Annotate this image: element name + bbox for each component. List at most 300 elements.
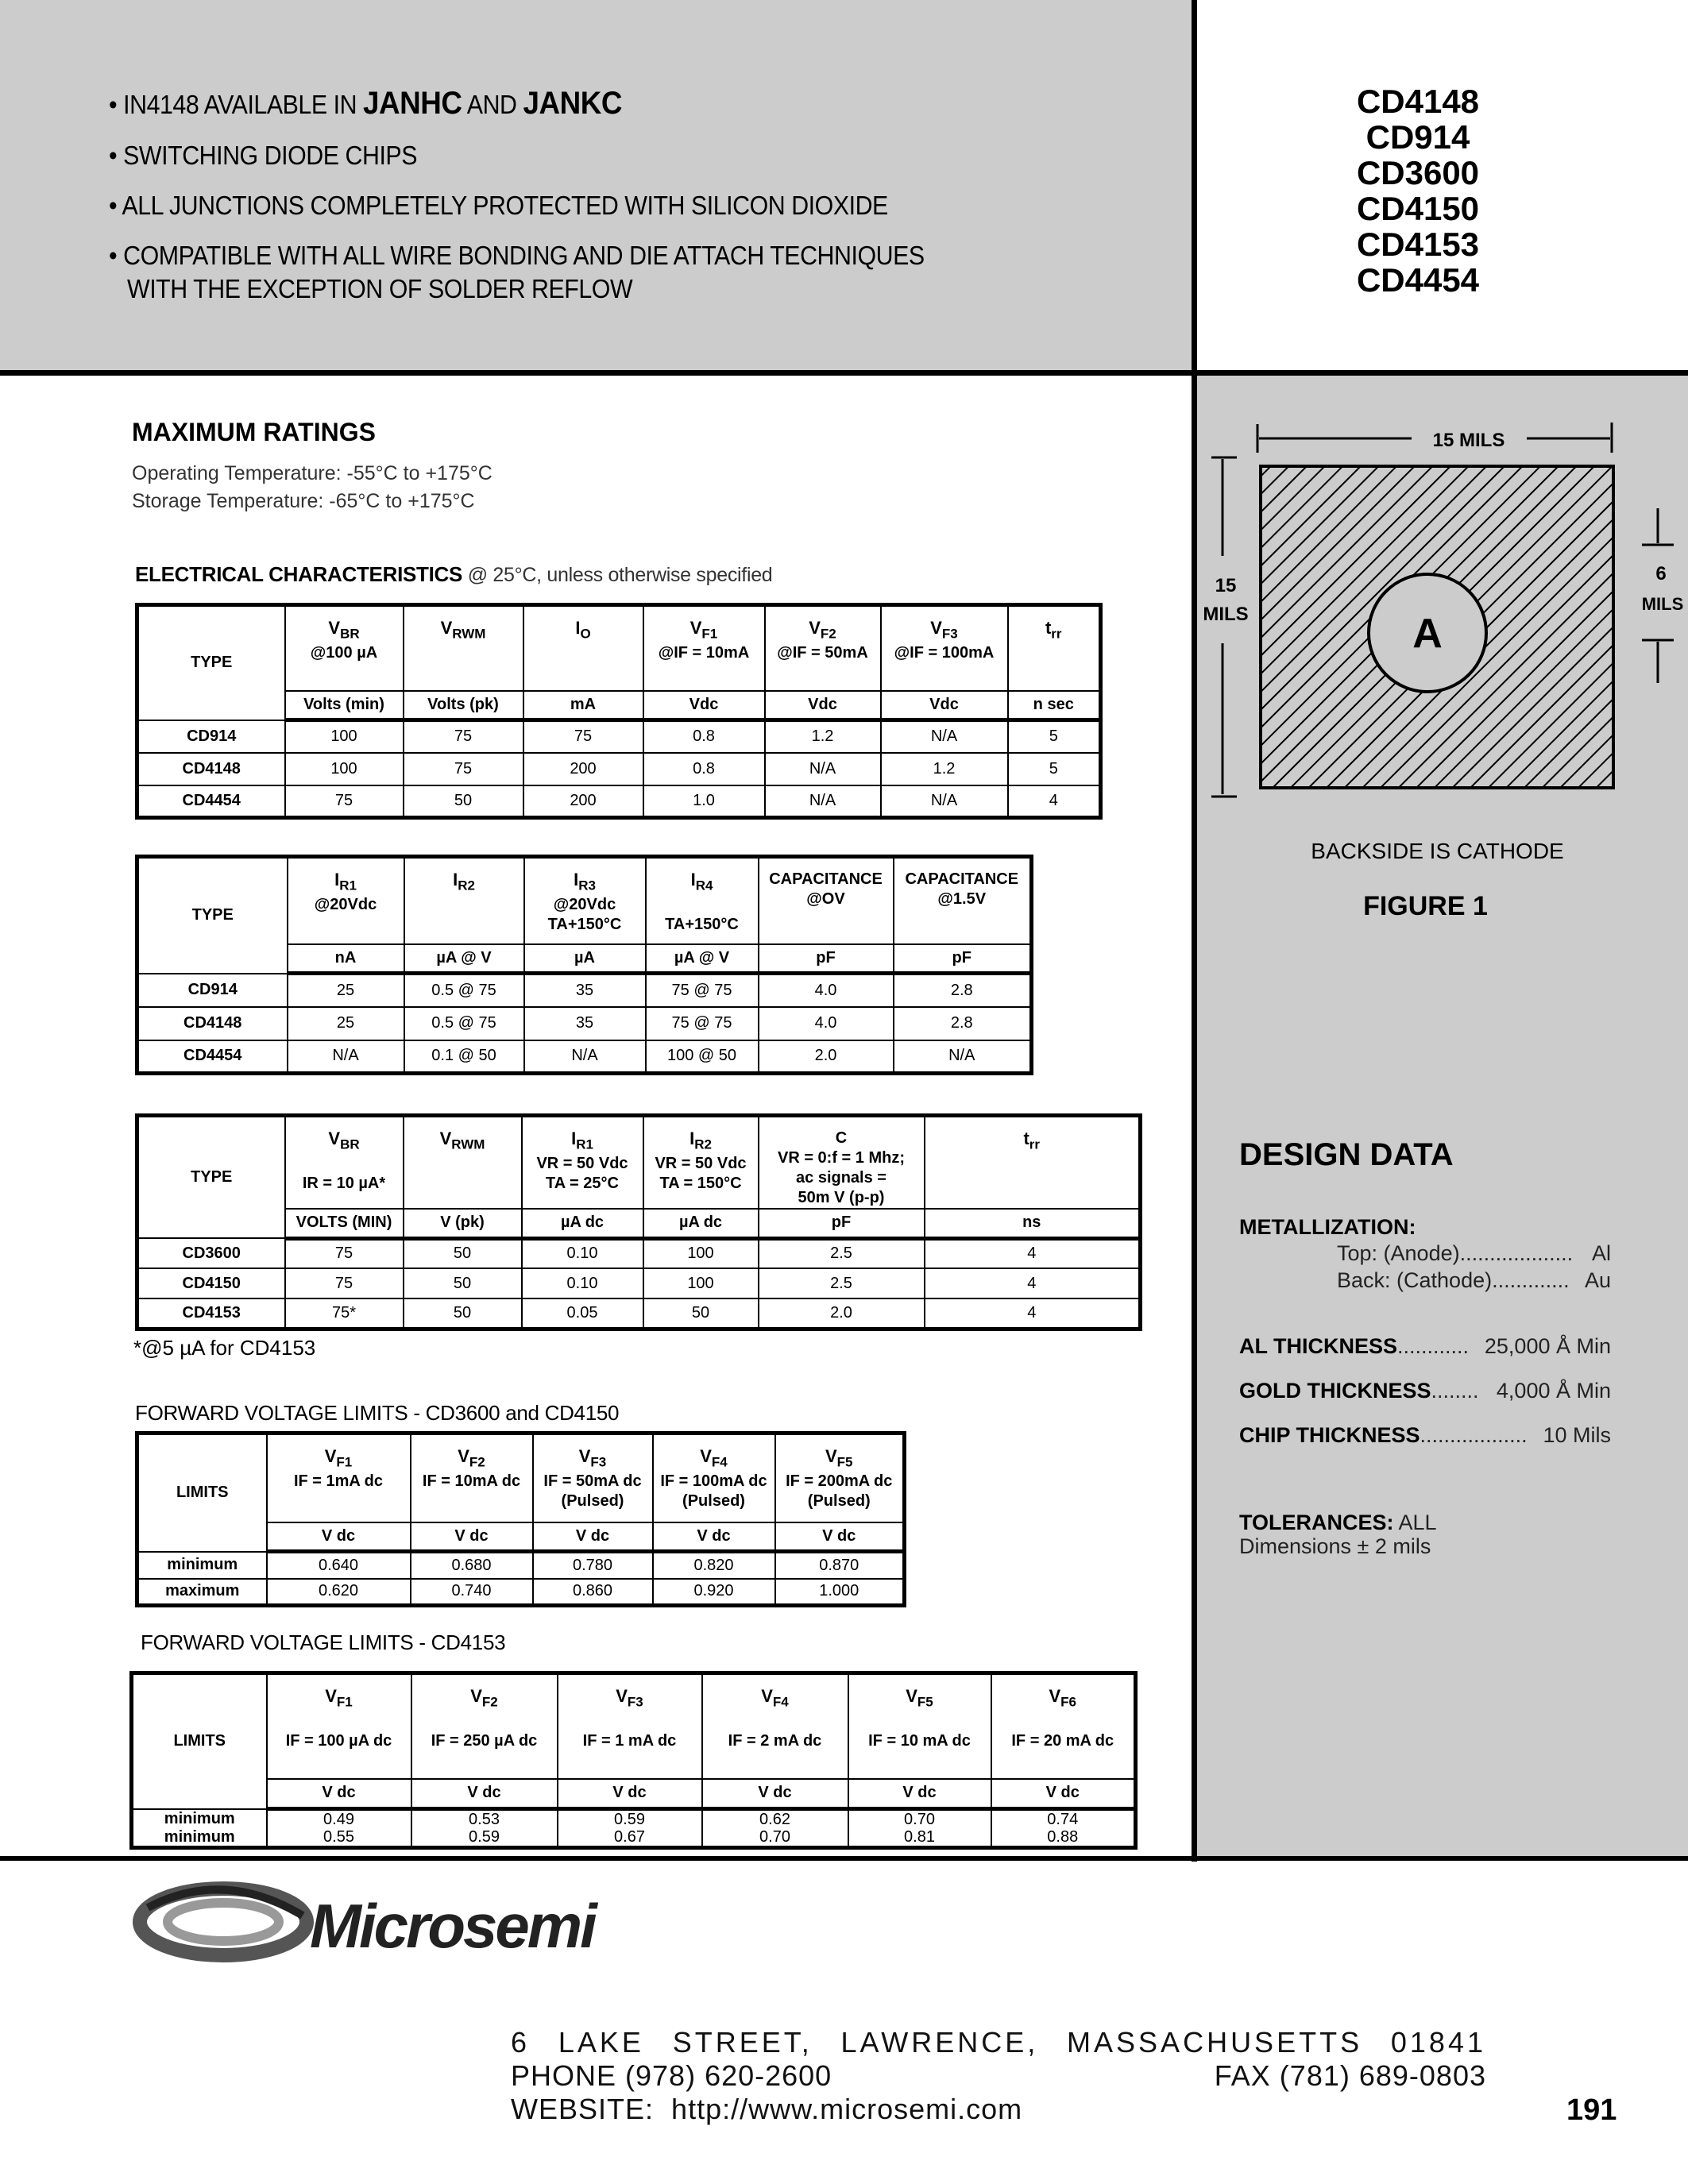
value-cell: 0.74 — [991, 1809, 1136, 1829]
value: Al — [1591, 1241, 1611, 1265]
unit-cell: n sec — [1008, 691, 1101, 720]
value-cell: 0.8 — [643, 720, 765, 753]
column-header — [643, 1116, 759, 1210]
row-label: CD4148 — [137, 753, 285, 785]
unit-cell: mA — [523, 691, 643, 720]
table-row — [137, 1040, 1032, 1074]
header-cell-first: TYPE — [137, 1116, 285, 1239]
value-cell: 75 @ 75 — [646, 974, 759, 1007]
column-symbol — [526, 618, 641, 643]
symbol: I — [690, 870, 696, 889]
value-cell: 0.870 — [775, 1552, 905, 1579]
symbol: V — [761, 1686, 773, 1706]
left-dimension-unit: MILS — [1203, 604, 1249, 625]
column-condition — [288, 1154, 401, 1174]
value-cell: 0.53 — [411, 1809, 558, 1829]
bullet-em: JANHC — [363, 86, 462, 121]
unit-cell: Vdc — [643, 691, 765, 720]
symbol: V — [616, 1686, 628, 1706]
table-row — [137, 720, 1101, 753]
section-title: MAXIMUM RATINGS — [132, 418, 376, 446]
value-cell: 4 — [1008, 785, 1101, 818]
column-header — [411, 1433, 533, 1522]
value-cell: 1.2 — [765, 720, 881, 753]
value-cell: 100 — [643, 1268, 759, 1298]
table-row — [137, 753, 1101, 785]
column-symbol — [560, 1686, 700, 1711]
website-link[interactable]: http://www.microsemi.com — [671, 2093, 1023, 2125]
units-row — [132, 1779, 1136, 1809]
unit-cell: µA dc — [522, 1209, 643, 1238]
row-label: CD4150 — [137, 1268, 285, 1298]
symbol: V — [578, 1446, 591, 1466]
column-header — [848, 1673, 991, 1779]
column-symbol — [648, 870, 756, 895]
column-condition — [994, 1711, 1133, 1731]
column-symbol — [524, 1129, 641, 1154]
row-label: minimum — [137, 1552, 267, 1579]
table-row — [137, 1007, 1032, 1040]
value-cell: 0.640 — [267, 1552, 411, 1579]
unit-cell: VOLTS (MIN) — [285, 1209, 404, 1238]
value-cell: 75 — [404, 720, 523, 753]
value-cell: 25 — [288, 1007, 404, 1040]
column-condition: VR = 50 Vdc — [655, 1155, 747, 1173]
feature-bullet: • SWITCHING DIODE CHIPS — [109, 141, 418, 170]
label: CHIP THICKNESS — [1239, 1423, 1420, 1447]
column-condition: VR = 50 Vdc — [536, 1155, 628, 1173]
header-row — [137, 1433, 905, 1522]
value-cell: N/A — [894, 1040, 1032, 1074]
unit-cell: V dc — [775, 1522, 905, 1552]
gold-thickness — [1239, 1379, 1611, 1403]
value-cell: 1.2 — [881, 753, 1008, 785]
unit-cell: V dc — [702, 1779, 848, 1809]
column-header — [404, 605, 523, 691]
column-condition: IF = 100 µA dc — [285, 1732, 392, 1750]
value: ALL — [1393, 1511, 1437, 1534]
value-cell: 0.10 — [522, 1238, 643, 1268]
phone: PHONE (978) 620-2600 — [511, 2059, 832, 2092]
value-cell: 0.5 @ 75 — [404, 1007, 524, 1040]
value-cell: 200 — [523, 785, 643, 818]
microsemi-logo-text: Microsemi — [310, 1891, 595, 1961]
column-symbol — [414, 1686, 555, 1711]
unit-cell: V dc — [848, 1779, 991, 1809]
unit-cell: V dc — [411, 1522, 533, 1552]
symbol-subscript: R1 — [576, 1136, 593, 1152]
value-cell: 50 — [404, 1268, 522, 1298]
value-cell: 0.62 — [702, 1809, 848, 1829]
symbol: V — [906, 1686, 917, 1706]
bullet-text: AND — [462, 90, 523, 119]
column-header — [404, 1116, 522, 1210]
value-cell: 75* — [285, 1298, 404, 1329]
feature-bullet: WITH THE EXCEPTION OF SOLDER REFLOW — [127, 274, 633, 303]
fax: FAX (781) 689-0803 — [1214, 2059, 1486, 2092]
value: 4,000 Å Min — [1496, 1379, 1611, 1403]
value-cell: 2.8 — [894, 974, 1032, 1007]
symbol-subscript: rr — [1051, 626, 1062, 642]
value-cell: N/A — [524, 1040, 646, 1074]
value-cell: 0.780 — [533, 1552, 653, 1579]
al-thickness — [1239, 1334, 1611, 1359]
label: TOLERANCES: — [1239, 1511, 1394, 1534]
value-cell: 0.8 — [643, 753, 765, 785]
footnote: *@5 µA for CD4153 — [133, 1336, 316, 1360]
value-cell: 50 — [404, 1298, 522, 1329]
column-symbol — [646, 618, 763, 643]
column-condition: @IF = 10mA — [658, 644, 750, 662]
part-number: CD3600 — [1356, 154, 1480, 191]
column-header — [524, 857, 646, 944]
column-header — [523, 605, 643, 691]
column-header — [765, 605, 881, 691]
symbol-subscript: RWM — [451, 1136, 485, 1152]
value-cell: 75 — [285, 1268, 404, 1298]
value-cell: 5 — [1008, 720, 1101, 753]
forward-voltage-table-cd3600-cd4150 — [135, 1431, 906, 1607]
column-symbol — [407, 870, 522, 895]
column-condition: TA+150°C — [547, 916, 622, 934]
symbol: t — [1023, 1129, 1029, 1148]
part-number: CD914 — [1365, 118, 1470, 156]
symbol-subscript: F5 — [836, 1454, 853, 1470]
value: Au — [1584, 1268, 1611, 1292]
value-cell: 0.59 — [558, 1809, 702, 1829]
website — [511, 2093, 1486, 2126]
table-row — [137, 1268, 1141, 1298]
symbol: V — [439, 1129, 452, 1148]
column-symbol — [288, 618, 401, 643]
column-symbol — [646, 1129, 756, 1154]
right-dimension-number: 6 — [1655, 563, 1667, 585]
row-label: minimum — [132, 1809, 267, 1829]
units-row — [137, 1209, 1141, 1238]
column-condition: IF = 10mA dc — [422, 1472, 521, 1491]
unit-cell: V dc — [653, 1522, 775, 1552]
tolerances-detail: Dimensions ± 2 mils — [1239, 1534, 1431, 1558]
label: Top: (Anode) — [1337, 1241, 1460, 1265]
value-cell: 100 — [643, 1238, 759, 1268]
symbol: V — [440, 618, 453, 638]
row-label: minimum — [132, 1828, 267, 1848]
column-condition — [648, 895, 756, 915]
symbol-subscript: F1 — [336, 1454, 353, 1470]
symbol: V — [470, 1686, 482, 1706]
label: AL THICKNESS — [1239, 1334, 1398, 1358]
unit-cell: V dc — [533, 1522, 653, 1552]
value-cell: 75 — [285, 785, 404, 818]
unit-cell: V dc — [991, 1779, 1136, 1809]
feature-bullet: • COMPATIBLE WITH ALL WIRE BONDING AND DIE ATTACH TECHNIQUES — [109, 241, 925, 270]
column-symbol — [290, 870, 402, 895]
table-row — [137, 974, 1032, 1007]
value-cell: 0.55 — [267, 1828, 411, 1848]
value-cell: 2.5 — [759, 1238, 925, 1268]
column-condition: TA = 150°C — [659, 1175, 742, 1193]
value-cell: 2.0 — [759, 1040, 894, 1074]
value-cell: 1.000 — [775, 1579, 905, 1606]
column-condition: @100 µA — [310, 644, 378, 662]
value-cell: 4.0 — [759, 1007, 894, 1040]
value-cell: 0.88 — [991, 1828, 1136, 1848]
leader-dots: ................... — [1459, 1241, 1574, 1265]
symbol: V — [809, 618, 821, 638]
column-symbol — [535, 1446, 651, 1472]
column-header — [702, 1673, 848, 1779]
table-row — [137, 1238, 1141, 1268]
value-cell: 50 — [404, 785, 523, 818]
symbol-subscript: R2 — [694, 1136, 712, 1152]
column-header — [991, 1673, 1136, 1779]
symbol-subscript: F5 — [917, 1694, 933, 1710]
column-condition: IF = 100mA dc — [660, 1472, 767, 1491]
column-condition — [269, 1711, 409, 1731]
column-condition: (Pulsed) — [807, 1492, 871, 1511]
unit-cell: Vdc — [881, 691, 1008, 720]
header-cell-first: LIMITS — [137, 1433, 267, 1552]
fvl2-title: FORWARD VOLTAGE LIMITS - CD4153 — [141, 1630, 506, 1654]
row-label: CD4454 — [137, 1040, 288, 1074]
row-label: CD4454 — [137, 785, 285, 818]
header-cell-first: LIMITS — [132, 1673, 267, 1809]
microsemi-logo-icon — [132, 1876, 315, 1967]
value-cell: 50 — [643, 1298, 759, 1329]
symbol-subscript: O — [580, 626, 591, 642]
value-cell: 0.740 — [411, 1579, 533, 1606]
feature-bullet — [109, 86, 622, 122]
column-header — [404, 857, 524, 944]
vertical-divider — [1192, 0, 1197, 1862]
row-label: CD3600 — [137, 1238, 285, 1268]
symbol-subscript: F2 — [469, 1454, 485, 1470]
column-header — [267, 1433, 411, 1522]
column-symbol — [705, 1686, 846, 1711]
column-header — [881, 605, 1008, 691]
symbol: V — [825, 1446, 837, 1466]
column-condition: IF = 1 mA dc — [582, 1732, 677, 1750]
symbol-subscript: rr — [1029, 1136, 1041, 1152]
symbol-subscript: F3 — [590, 1454, 607, 1470]
unit-cell: µA @ V — [646, 944, 759, 974]
column-header — [533, 1433, 653, 1522]
value-cell: 0.70 — [848, 1809, 991, 1829]
value-cell: 0.59 — [411, 1828, 558, 1848]
header-band — [0, 0, 1193, 372]
symbol: V — [324, 1446, 337, 1466]
symbol: V — [458, 1446, 469, 1466]
header-cell-first: TYPE — [137, 605, 285, 720]
column-header — [267, 1673, 411, 1779]
symbol-subscript: F2 — [820, 626, 836, 642]
column-condition — [414, 1711, 555, 1731]
column-header — [775, 1433, 905, 1522]
symbol-subscript: R3 — [578, 878, 596, 893]
column-condition: IF = 50mA dc — [543, 1472, 642, 1491]
top-dimension: 15 MILS — [1432, 430, 1505, 451]
header-row — [132, 1673, 1136, 1779]
column-condition: IF = 10 mA dc — [868, 1732, 971, 1750]
symbol: V — [328, 1129, 341, 1148]
unit-cell: pF — [894, 944, 1032, 974]
unit-cell: V dc — [411, 1779, 558, 1809]
value-cell: 5 — [1008, 753, 1101, 785]
column-header — [558, 1673, 702, 1779]
column-header — [522, 1116, 643, 1210]
column-condition: ac signals = — [796, 1169, 886, 1187]
column-condition: @IF = 50mA — [777, 644, 868, 662]
symbol-subscript: F1 — [701, 626, 718, 642]
column-condition — [705, 1711, 846, 1731]
value-cell: 0.820 — [653, 1552, 775, 1579]
unit-cell: pF — [759, 1209, 925, 1238]
table-row — [137, 785, 1101, 818]
value-cell: 0.620 — [267, 1579, 411, 1606]
value-cell: 200 — [523, 753, 643, 785]
unit-cell: Vdc — [765, 691, 881, 720]
column-condition: IF = 20 mA dc — [1011, 1732, 1114, 1750]
value-cell: 50 — [404, 1238, 522, 1268]
symbol: V — [1049, 1686, 1061, 1706]
unit-cell: V dc — [267, 1522, 411, 1552]
value-cell: 75 @ 75 — [646, 1007, 759, 1040]
value-cell: N/A — [881, 720, 1008, 753]
metallization-top — [1337, 1241, 1611, 1266]
unit-cell: µA @ V — [404, 944, 524, 974]
elec-char-condition: @ 25°C, unless otherwise specified — [462, 564, 773, 586]
symbol-subscript: F3 — [941, 626, 958, 642]
forward-voltage-table-cd4153 — [129, 1671, 1138, 1850]
unit-cell: µA dc — [643, 1209, 759, 1238]
header-row — [137, 857, 1032, 944]
column-header — [411, 1673, 558, 1779]
unit-cell: V dc — [558, 1779, 702, 1809]
electrical-table-2 — [135, 855, 1033, 1075]
column-header — [653, 1433, 775, 1522]
value-cell: 75 — [285, 1238, 404, 1268]
symbol-subscript: F3 — [627, 1694, 643, 1710]
chip-thickness — [1239, 1423, 1611, 1448]
symbol-subscript: R2 — [458, 878, 475, 893]
column-symbol — [927, 1129, 1138, 1154]
address: 6 LAKE STREET, LAWRENCE, MASSACHUSETTS 01841 — [511, 2026, 1486, 2059]
bullet-text: • IN4148 AVAILABLE IN — [109, 90, 364, 119]
elec-char-heading: ELECTRICAL CHARACTERISTICS — [135, 562, 463, 586]
header-row — [137, 605, 1101, 691]
value-cell: 0.680 — [411, 1552, 533, 1579]
column-header — [285, 1116, 404, 1210]
leader-dots: ........ — [1431, 1379, 1479, 1403]
symbol-subscript: RWM — [452, 626, 486, 642]
column-header — [646, 857, 759, 944]
page-number: 191 — [1566, 2093, 1617, 2127]
column-condition: @IF = 100mA — [894, 644, 995, 662]
symbol: t — [1045, 618, 1052, 638]
value-cell: 2.5 — [759, 1268, 925, 1298]
column-symbol — [851, 1686, 989, 1711]
column-condition: IF = 1mA dc — [293, 1472, 384, 1491]
column-condition: 50m V (p-p) — [798, 1189, 885, 1206]
electrical-table-3 — [135, 1113, 1142, 1331]
column-condition: TA+150°C — [665, 916, 739, 934]
symbol-subscript: F4 — [772, 1694, 789, 1710]
electrical-table-1 — [135, 603, 1103, 820]
leader-dots: ............ — [1397, 1334, 1470, 1358]
column-condition: IR = 10 µA* — [302, 1175, 386, 1193]
unit-cell: Volts (min) — [285, 691, 404, 720]
value-cell: 0.81 — [848, 1828, 991, 1848]
unit-cell: ns — [925, 1209, 1141, 1238]
chip-diagram — [1197, 413, 1688, 826]
column-condition: @OV — [806, 890, 845, 908]
unit-cell: Volts (pk) — [404, 691, 523, 720]
pad-label: A — [1412, 611, 1443, 657]
value-cell: N/A — [288, 1040, 404, 1074]
row-label: CD4148 — [137, 1007, 288, 1040]
value-cell: 1.0 — [643, 785, 765, 818]
value-cell: 4 — [925, 1298, 1141, 1329]
symbol-subscript: F4 — [711, 1454, 728, 1470]
table-row — [132, 1828, 1136, 1848]
label: GOLD THICKNESS — [1239, 1379, 1431, 1403]
column-symbol — [655, 1446, 773, 1472]
column-header — [1008, 605, 1101, 691]
column-symbol — [406, 1129, 520, 1154]
footer-divider — [0, 1856, 1688, 1861]
symbol: V — [930, 618, 942, 638]
column-condition — [560, 1711, 700, 1731]
row-label: CD914 — [137, 720, 285, 753]
value-cell: 0.05 — [522, 1298, 643, 1329]
elec-char-title — [135, 562, 772, 587]
header-row — [137, 1116, 1141, 1210]
value-cell: 0.70 — [702, 1828, 848, 1848]
header-divider — [0, 370, 1688, 376]
design-data-title: DESIGN DATA — [1239, 1137, 1454, 1172]
column-condition: @1.5V — [937, 890, 987, 908]
value-cell: 0.5 @ 75 — [404, 974, 524, 1007]
unit-cell: pF — [759, 944, 894, 974]
column-symbol — [406, 618, 521, 643]
symbol-subscript: F2 — [481, 1694, 498, 1710]
leader-dots: ............. — [1492, 1268, 1570, 1292]
value-cell: 0.1 @ 50 — [404, 1040, 524, 1074]
column-symbol — [994, 1686, 1133, 1711]
value-cell: 0.860 — [533, 1579, 653, 1606]
tolerances — [1239, 1511, 1437, 1535]
symbol-subscript: BR — [340, 1136, 360, 1152]
header-cell-first: TYPE — [137, 857, 288, 974]
symbol-subscript: F1 — [336, 1694, 353, 1710]
column-condition: VR = 0:f = 1 Mhz; — [777, 1149, 906, 1167]
value-cell: 100 — [285, 753, 404, 785]
value-cell: 35 — [524, 974, 646, 1007]
value-cell: 75 — [523, 720, 643, 753]
column-symbol — [767, 618, 879, 643]
part-number: CD4148 — [1356, 83, 1480, 120]
symbol: I — [334, 870, 340, 889]
figure-title: FIGURE 1 — [1363, 891, 1488, 921]
symbol: I — [453, 870, 458, 889]
column-symbol — [288, 1129, 401, 1154]
unit-cell: nA — [288, 944, 404, 974]
column-header — [643, 605, 765, 691]
row-label: CD4153 — [137, 1298, 285, 1329]
fvl1-title: FORWARD VOLTAGE LIMITS - CD3600 and CD4150 — [135, 1401, 620, 1425]
value: 10 Mils — [1543, 1423, 1611, 1447]
figure-caption: BACKSIDE IS CATHODE — [1311, 839, 1564, 863]
